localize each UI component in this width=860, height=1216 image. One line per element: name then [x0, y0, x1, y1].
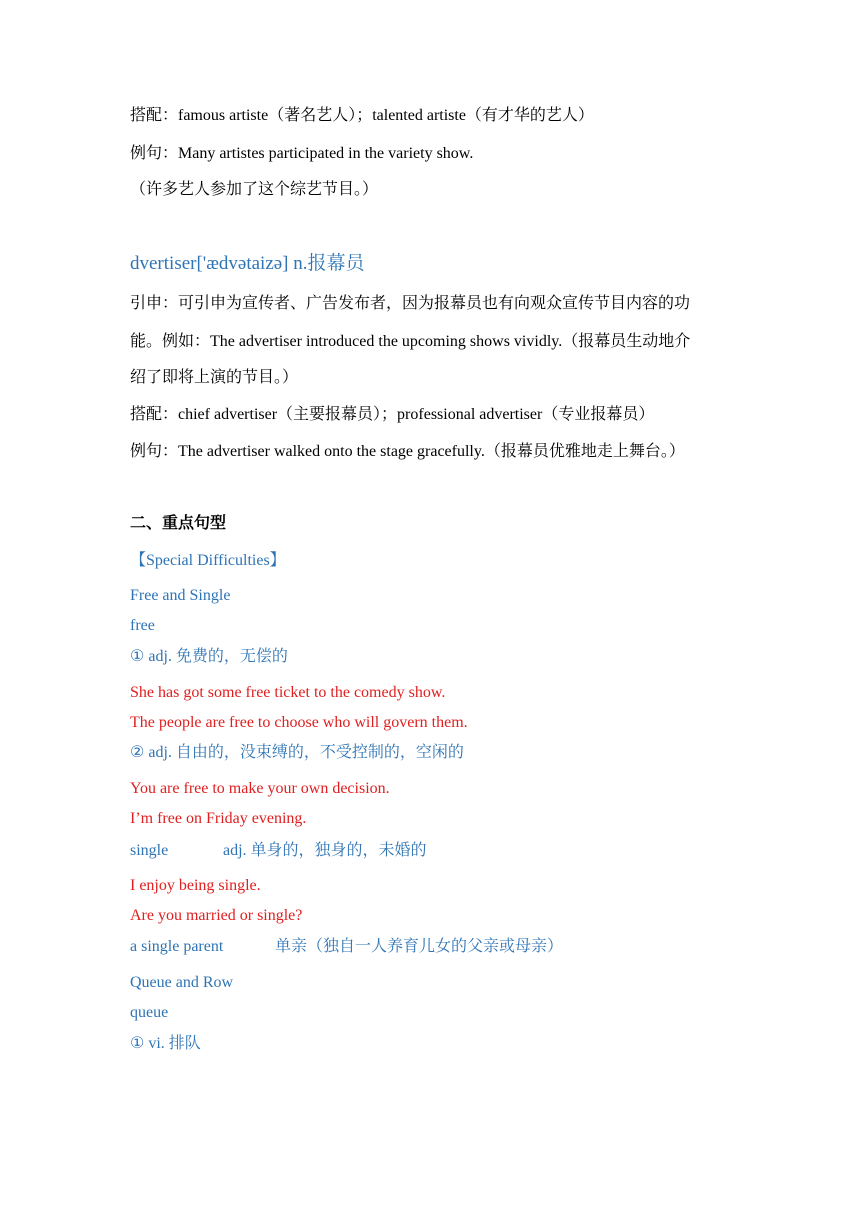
word-queue: queue	[130, 1004, 169, 1021]
free-sense-1: ① adj. 免费的，无偿的	[130, 648, 288, 665]
word-free: free	[130, 617, 155, 634]
free-example-3: You are free to make your own decision.	[130, 780, 390, 797]
section-title: 二、重点句型	[130, 515, 227, 532]
advertiser-extension-line-2: 能。例如：The advertiser introduced the upcoming shows vividly.（报幕员生动地介	[130, 333, 691, 350]
word-single: single	[130, 842, 169, 859]
queue-sense-1: ① vi. 排队	[130, 1035, 201, 1052]
artiste-collocation: 搭配：famous artiste（著名艺人）；talented artiste（有才华的艺人）	[130, 107, 594, 124]
single-parent-definition: 单亲（独自一人养育儿女的父亲或母亲）	[275, 938, 564, 955]
single-sense: adj. 单身的，独身的，未婚的	[223, 842, 427, 859]
advertiser-headword: dvertiser['ædvətaizə] n.报幕员	[130, 253, 365, 274]
free-example-1: She has got some free ticket to the comedy show.	[130, 684, 446, 701]
free-sense-2: ② adj. 自由的，没束缚的，不受控制的，空闲的	[130, 744, 464, 761]
pair-title-free-single: Free and Single	[130, 587, 231, 604]
artiste-example-translation: （许多艺人参加了这个综艺节目。）	[130, 181, 379, 198]
pair-title-queue-row: Queue and Row	[130, 974, 234, 991]
single-example-2: Are you married or single?	[130, 907, 303, 924]
single-entry	[130, 841, 427, 861]
free-example-2: The people are free to choose who will govern them.	[130, 714, 468, 731]
single-parent-entry	[130, 937, 563, 957]
advertiser-example: 例句：The advertiser walked onto the stage gracefully.（报幕员优雅地走上舞台。）	[130, 443, 685, 460]
advertiser-collocation: 搭配：chief advertiser（主要报幕员）；professional advertiser（专业报幕员）	[130, 406, 655, 423]
artiste-example: 例句：Many artistes participated in the variety show.	[130, 145, 474, 162]
advertiser-extension-line-3: 绍了即将上演的节目。）	[130, 369, 299, 386]
single-parent-phrase: a single parent	[130, 938, 224, 955]
advertiser-extension-line-1: 引申：可引申为宣传者、广告发布者，因为报幕员也有向观众宣传节目内容的功	[130, 295, 691, 312]
single-example-1: I enjoy being single.	[130, 877, 261, 894]
free-example-4: I’m free on Friday evening.	[130, 810, 307, 827]
special-difficulties-heading: 【Special Difficulties】	[130, 552, 286, 569]
